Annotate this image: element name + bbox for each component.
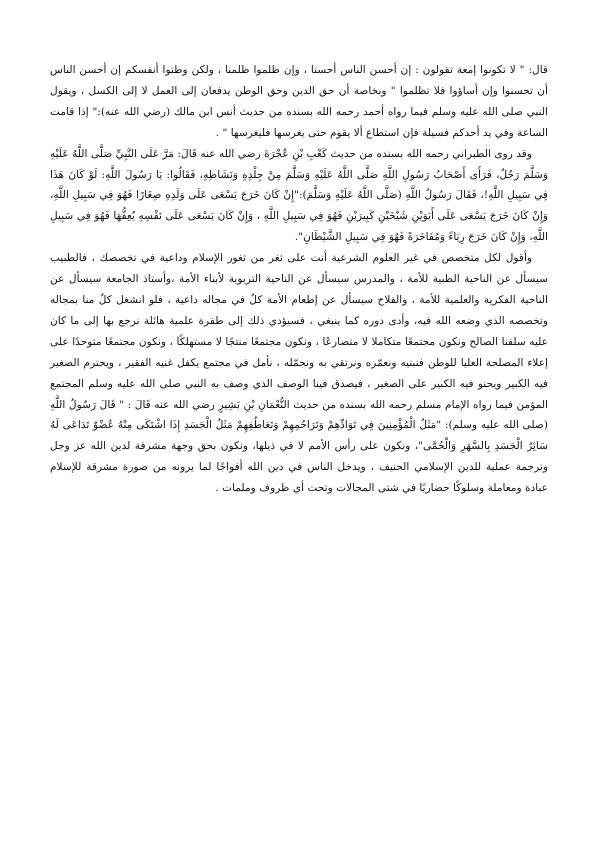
paragraph-3: وأقول لكل متخصص في غير العلوم الشرعية أنت على ثغر من ثغور الإسلام وداعية في تخصصك ، فالطبيب سيسأل عن الناحية الطبية للأمة ، والمدرس سيسأل عن الناحية التربوية لأبناء الأمة ،وأستاذ الجامعة سيسأل عن الناحية الفكرية والعلمية للأمة ، والفلاح سيسأل عن إطعام الأمة كلٌ في مجاله داعية ، فلو انشغل كلٌ منا بمجاله وتخصصه الذي وضعه الله فيه، وأدى دوره كما ينبغي ، فسيؤدي ذلك إلى طفرة علمية هائلة نرجع بها إلى ما كان عليه سلفنا الصالح ونكون مجتمعًا متكاملا لا متصارعًا ، ونكون مجتمعًا منتجًا لا مستهلكًا ، ونكون مجتمعًا متوحدًا على إعلاء المصلحة العليا للوطن فنبنيه ونعمّره ونرتقي به ونجمّله ، نأمل في مجتمع يكفل غنيه الفقير ، ويحترم الصغير فيه الكبير ويحنو فيه الكبير على الصغير ، فيصدق فينا الوصف الذي وصف به النبي صلى الله عليه وسلم المجتمع المؤمن فيما رواه الإمام مسلم رحمه الله بسنده من حديث النُّعْمَانِ بْنِ بَشِيرٍ رضي الله عنه قَالَ : " قَالَ رَسُولُ اللَّهِ (صلى الله عليه وسلم): "مَثَلُ الْمُؤْمِنِينَ فِي تَوَادِّهِمْ وَتَرَاحُمِهِمْ وَتَعَاطُفِهِمْ مَثَلُ الْجَسَدِ إِذَا اشْتَكَى مِنْهُ عُضْوٌ تَدَاعَى لَهُ سَائِرُ الْجَسَدِ بِالسَّهَرِ وَالْحُمَّى"، ونكون على رأس الأمم لا في ذيلها، ونكون بحق وجهة مشرفة لدين الله عز وجل وترجمة عملية للدين الإسلامي الحنيف ، ويدخل الناس في دين الله أفواجًا لما يرونه من صورة مشرقة للإسلام عبادة ومعاملة وسلوكًا حضاريًا في شتى المجالات وتحت أي ظروف وملمات . [50, 252, 548, 495]
paragraph-2: وقد روى الطبراني رحمه الله بسنده من حديث كَعْبِ بْنِ عُجْرَةَ رضي الله عنه قَالَ: مَرَّ عَلَى النَّبِيِّ صَلَّى اللَّهُ عَلَيْهِ وَسَلَّمَ رَجُلٌ، فَرَأَى أَصْحَابُ رَسُولِ اللَّهِ صَلَّى اللَّهُ عَلَيْهِ وَسَلَّمَ مِنْ جِلْدِهِ وَنَشَاطِهِ، فَقَالُوا: يَا رَسُولَ اللَّهِ: لَوْ كَانَ هَذَا فِي سَبِيلِ اللَّهِ!، فَقَالَ رَسُولُ اللَّهِ (صَلَّى اللَّهُ عَلَيْهِ وَسَلَّمَ):"إِنْ كَانَ خَرَجَ يَسْعَى عَلَى وَلَدِهِ صِغَارًا فَهُوَ فِي سَبِيلِ اللَّهِ، وَإِنْ كَانَ خَرَجَ يَسْعَى عَلَى أَبَوَيْنِ شَيْخَيْنِ كَبِيرَيْنِ فَهُوَ فِي سَبِيلِ اللَّهِ ، وَإِنْ كَانَ يَسْعَى عَلَى نَفْسِهِ يُعِفُّهَا فَهُوَ فِي سَبِيلِ اللَّهِ، وَإِنْ كَانَ خَرَجَ رِيَاءً وَمُفَاخَرَةً فَهُوَ فِي سَبِيلِ الشَّيْطَانِ". [50, 147, 548, 244]
paragraph-1: قال: " لا تكونوا إمعة تقولون : إن أحسن الناس أحسنا ، وإن ظلموا ظلمنا ، ولكن وطنوا أنفسكم إن أحسن الناس أن تحسنوا وإن أساؤوا فلا تظلموا " وبخاصة أن حق الدين وحق الوطن يدفعان إلى العمل لا إلى الكسل ، ويقول النبي صلى الله عليه وسلم فيما رواه أحمد رحمه الله بسنده من حديث أنس ابن مالك (رضي الله عنه):" إذا قامت الساعة وفي يد أحدكم فسيلة فإن استطاع ألا يقوم حتى يغرسها فليغرسها " . [50, 64, 548, 139]
document-page [50, 60, 548, 499]
